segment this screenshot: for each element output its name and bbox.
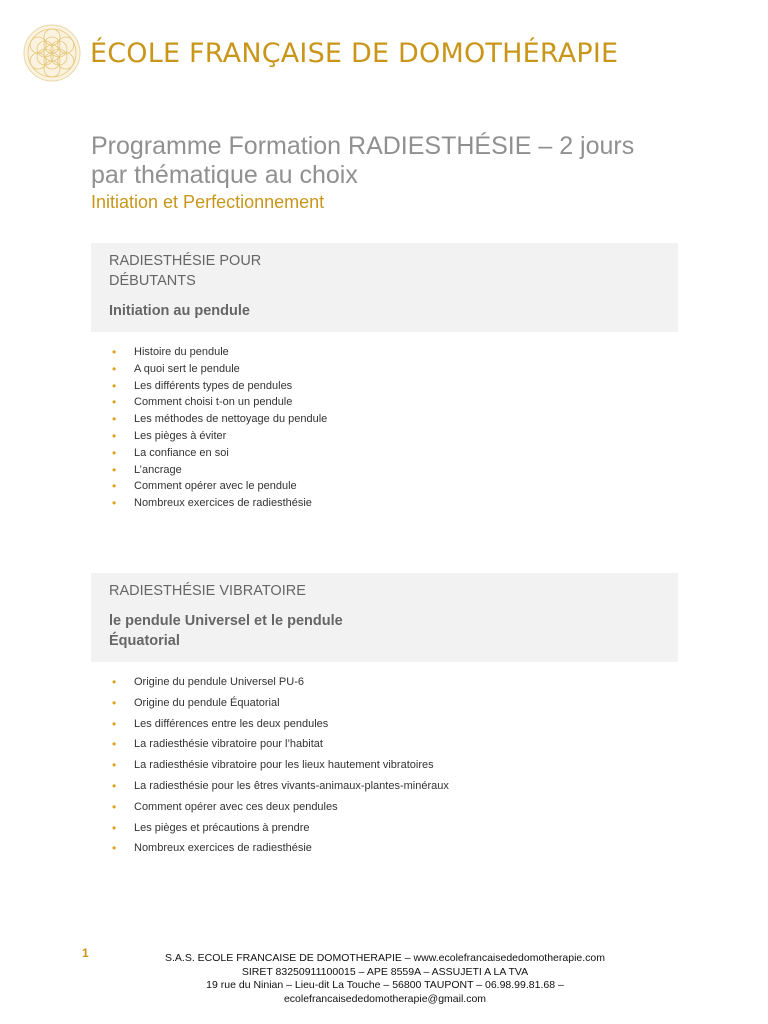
list-item: • La radiesthésie pour les êtres vivants-animaux-plantes-minéraux	[112, 776, 449, 797]
section-subheading: Initiation au pendule	[109, 303, 250, 319]
title-line-1: Programme Formation RADIESTHÉSIE – 2 jours	[91, 132, 635, 160]
footer-email: ecolefrancaisededomotherapie@gmail.com	[283, 992, 487, 1005]
list-item: • Comment choisi t-on un pendule	[112, 395, 293, 410]
list-item: • Les pièges et précautions à prendre	[112, 818, 449, 839]
list-item: • L’ancrage	[112, 462, 182, 477]
list-item: • Nombreux exercices de radiesthésie	[112, 838, 449, 859]
bullet-icon: •	[112, 361, 117, 376]
bullet-icon: •	[112, 675, 117, 689]
bullet-icon: •	[112, 820, 117, 835]
bullet-icon: •	[112, 412, 117, 427]
section-heading-line-2: DÉBUTANTS	[109, 273, 196, 289]
bullet-icon: •	[112, 841, 117, 856]
bullet-icon: •	[112, 716, 117, 731]
bullet-icon: •	[112, 737, 117, 752]
page-subtitle: Initiation et Perfectionnement	[91, 192, 325, 212]
page-title	[91, 132, 691, 190]
list-item: • La radiesthésie vibratoire pour les lieux hautement vibratoires	[112, 755, 449, 776]
footer-line-1: S.A.S. ECOLE FRANCAISE DE DOMOTHERAPIE – www.ecolefrancaisededomotherapie.com	[165, 952, 605, 964]
bullet-icon: •	[112, 479, 117, 494]
section-vibratory-list	[112, 672, 449, 859]
list-item: • Origine du pendule Universel PU-6	[112, 672, 449, 693]
list-item: • Les méthodes de nettoyage du pendule	[112, 412, 328, 427]
section-beginners-header	[91, 243, 678, 332]
bullet-icon: •	[112, 695, 117, 710]
list-item: • Les pièges à éviter	[112, 428, 227, 443]
section-heading-line-1: RADIESTHÉSIE POUR	[109, 253, 262, 269]
bullet-icon: •	[112, 799, 117, 814]
list-item: • La confiance en soi	[112, 445, 229, 460]
list-item: • A quoi sert le pendule	[112, 361, 240, 376]
bullet-icon: •	[112, 758, 117, 773]
bullet-icon: •	[112, 395, 117, 410]
list-item: • Origine du pendule Équatorial	[112, 693, 449, 714]
school-name: ÉCOLE FRANÇAISE DE DOMOTHÉRAPIE	[90, 37, 619, 69]
bullet-icon: •	[112, 462, 117, 477]
page-number: 1	[82, 946, 89, 960]
bullet-icon: •	[112, 445, 117, 460]
section-beginners-list	[112, 344, 327, 512]
footer	[120, 952, 650, 1006]
section-subheading-line-2: Équatorial	[109, 633, 180, 649]
header	[22, 22, 618, 84]
bullet-icon: •	[112, 778, 117, 793]
list-item: • Comment opérer avec le pendule	[112, 479, 297, 494]
list-item: • Comment opérer avec ces deux pendules	[112, 797, 449, 818]
section-subheading-line-1: le pendule Universel et le pendule	[109, 613, 343, 629]
bullet-icon: •	[112, 345, 117, 359]
bullet-icon: •	[112, 428, 117, 443]
list-item: • La radiesthésie vibratoire pour l’habitat	[112, 734, 449, 755]
footer-line-3: 19 rue du Ninian – Lieu-dit La Touche – 56800 TAUPONT – 06.98.99.81.68 –	[206, 979, 564, 991]
flower-of-life-icon	[22, 23, 82, 83]
list-item: • Nombreux exercices de radiesthésie	[112, 496, 312, 511]
section-vibratory-header	[91, 573, 678, 662]
footer-line-2: SIRET 83250911100015 – APE 8559A – ASSUJETI A LA TVA	[241, 965, 529, 978]
bullet-icon: •	[112, 496, 117, 511]
bullet-icon: •	[112, 378, 117, 393]
list-item: • Les différents types de pendules	[112, 378, 293, 393]
list-item: • Histoire du pendule	[112, 345, 229, 359]
title-line-2: par thématique au choix	[91, 161, 358, 189]
section-heading-line-1: RADIESTHÉSIE VIBRATOIRE	[109, 583, 306, 599]
list-item: • Les différences entre les deux pendules	[112, 714, 449, 735]
